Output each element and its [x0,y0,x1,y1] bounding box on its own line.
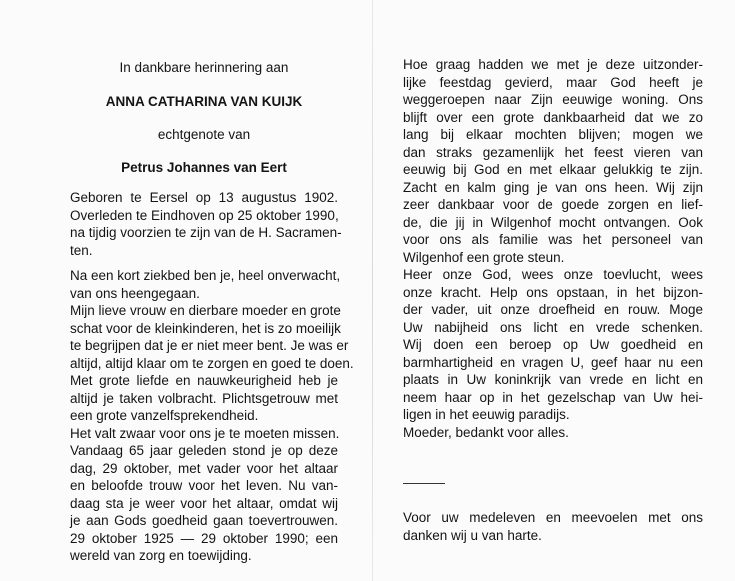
text-line: barmhartigheid en vragen U, geef haar nu een [403,354,703,370]
card-fold [372,0,373,581]
text-line: Wilgenhof een grote steun. [403,249,565,265]
text-line: daag sta je weer voor het altaar, omdat wij [70,495,338,511]
text-line: Vandaag 65 jaar geleden stond je op deze [70,443,338,458]
illness-paragraph [70,267,341,302]
text-line: plaats in Uw koninkrijk van vrede en licht en [403,372,703,387]
text-line: Met grote liefde en nauwkeurigheid heb je [70,373,338,388]
spouse-name: Petrus Johannes van Eert [121,160,287,175]
intro-text: In dankbare herinnering aan [119,60,289,75]
text-line: danken wij u van harte. [403,527,542,543]
tribute-paragraph [70,302,354,565]
relation-text: echtgenote van [157,127,251,142]
text-line: der vader, uit onze droefheid en rouw. Moge [403,302,703,317]
thanks-paragraph [403,509,703,544]
dates-line: 29 oktober 1925 — 29 oktober 1990; een [70,530,338,546]
text-line: Voor uw medeleven en meevoelen met ons [403,510,703,525]
text-line: te begrijpen dat je er niet meer bent. Je was er [70,338,349,353]
text-line: onze kracht. Help ons opstaan, in het bijzon- [403,284,703,300]
text-line: de, die jij in Wilgenhof mocht ontvangen. Ook [403,214,703,230]
text-line: eeuwig bij God en met elkaar gelukkig te zijn. [403,162,703,177]
text-line: ligen in het eeuwig paradijs. [403,407,570,422]
sacrament-line: na tijdig voorzien te zijn van de H. Sacramen- [70,225,342,240]
text-line: zeer dankbaar voor de goede zorgen en lief- [403,197,703,212]
divider [403,483,445,484]
text-line: een grote vanzelfsprekendheid. [70,408,259,423]
text-line: wereld van zorg en toewijding. [70,548,252,563]
text-line: dag, 29 oktober, met vader voor het altaar [70,460,338,476]
text-line: altijd je taken volbracht. Plichtsgetrouw met [70,390,338,406]
text-line: dan straks gezamenlijk het feest vieren van [403,144,703,160]
text-line: Uw nabijheid ons licht en vrede schenken. [403,319,703,335]
text-line: weggeroepen naar Zijn eeuwige woning. Ons [403,92,703,107]
prayer-paragraph [403,56,703,441]
text-line: voor ons als familie was het personeel van [403,232,703,247]
text-line: schat voor de kleinkinderen, het is zo moeilijk [70,320,341,336]
birth-death-paragraph [70,189,342,259]
text-line: Mijn lieve vrouw en dierbare moeder en grote [70,303,341,318]
text-line: je aan Gods goedheid gaan toevertrouwen. [70,513,338,528]
text-line: lang bij elkaar mochten blijven; mogen we [403,127,703,142]
text-line: Wij doen een beroep op Uw goedheid en [403,337,703,352]
text-line: van ons heengegaan. [70,285,200,301]
text-line: Na een kort ziekbed ben je, heel onverwacht, [70,268,341,283]
text-line: altijd, altijd klaar om te zorgen en goed te doen. [70,355,354,371]
deceased-name: ANNA CATHARINA VAN KUIJK [105,94,303,109]
text-line: Hoe graag hadden we met je deze uitzonder- [403,57,703,72]
text-line: Heer onze God, wees onze toevlucht, wees [403,267,703,282]
text-line: neem haar op in het gezelschap van Uw hei- [403,389,703,405]
sacrament-line-end: ten. [70,242,93,258]
text-line: blijft over een grote dankbaarheid dat we zo [403,109,703,125]
text-line: Het valt zwaar voor ons je te moeten missen. [70,425,340,441]
birth-line: Geboren te Eersel op 13 augustus 1902. [70,190,338,205]
closing-line: Moeder, bedankt voor alles. [403,424,569,440]
death-line: Overleden te Eindhoven op 25 oktober 1990, [70,207,339,223]
text-line: Zacht en kalm ging je van ons heen. Wij zijn [403,179,703,195]
text-line: en beloofde trouw voor het leven. Nu van- [70,478,338,493]
text-line: lijke feestdag gevierd, maar God heeft je [403,74,703,90]
